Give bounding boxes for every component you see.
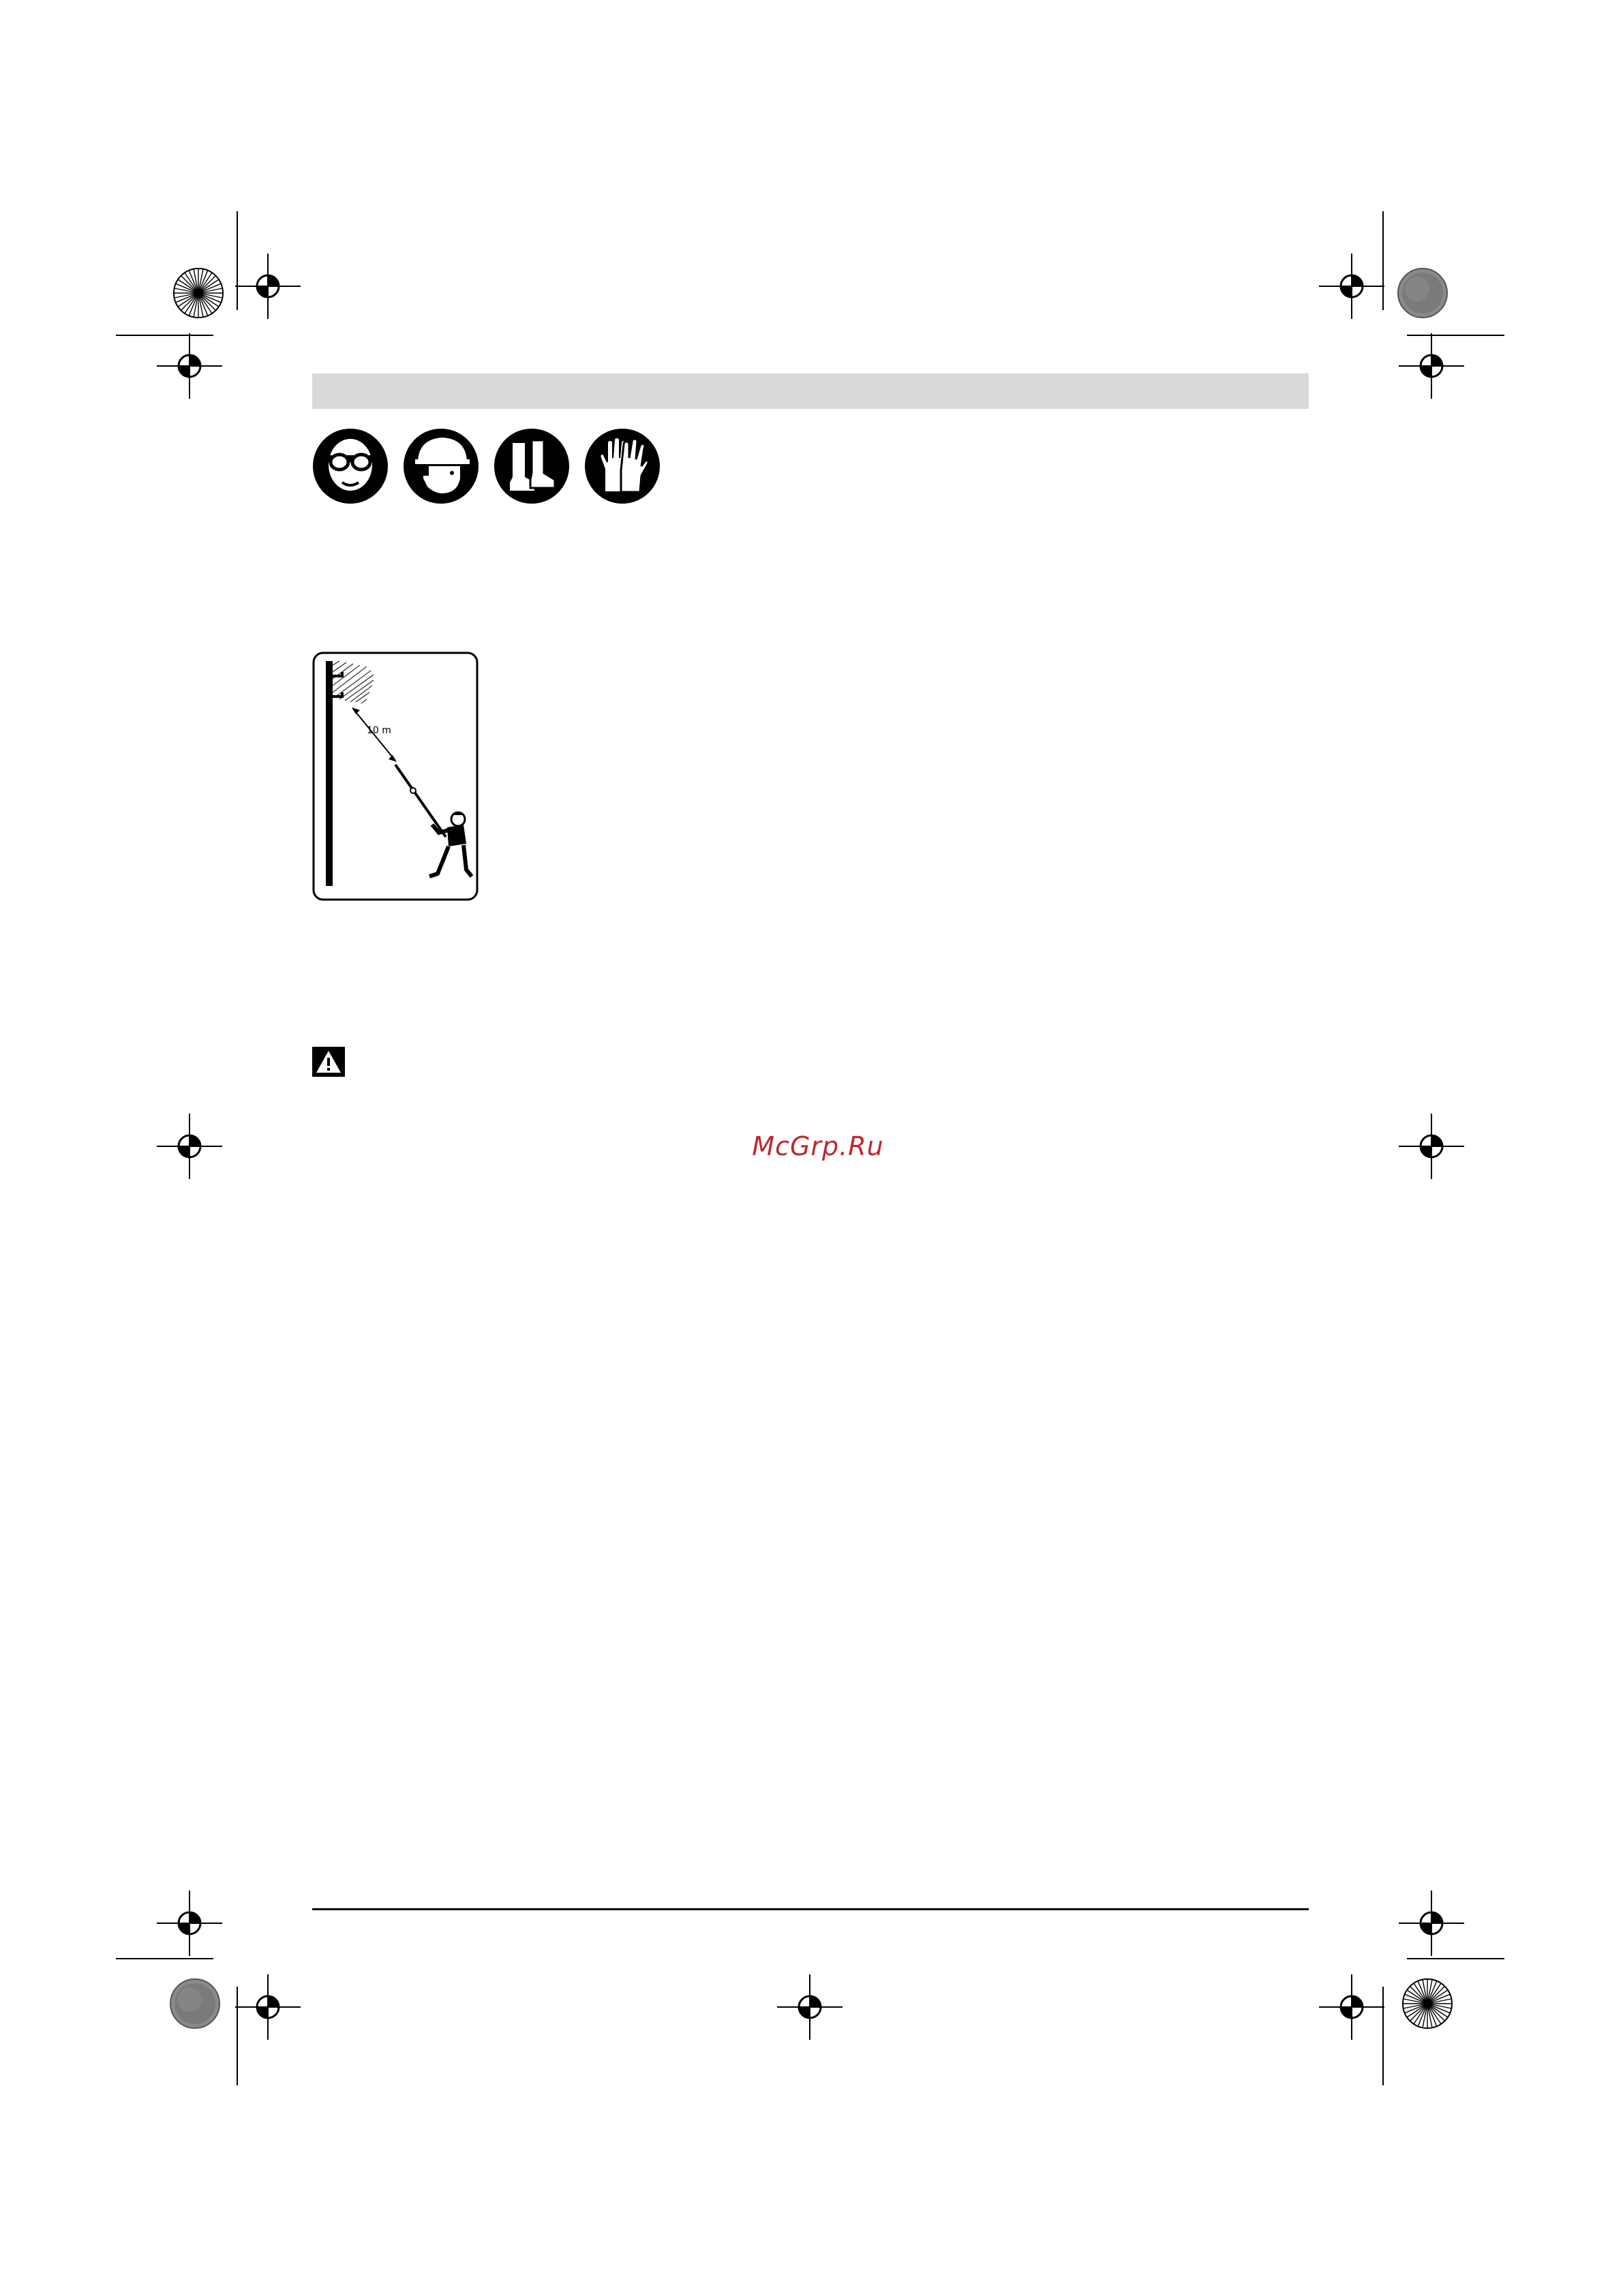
registration-crosshair [1399,1891,1464,1956]
watermark: McGrp.Ru [752,1131,884,1161]
registration-crosshair [1399,333,1464,399]
registration-crosshair [157,1114,222,1179]
ppe-icon-row [312,428,667,504]
registration-crosshair [777,1974,843,2040]
registration-crosshair [157,333,222,399]
registration-crosshair [157,1891,222,1956]
protective-gloves-icon [584,428,661,504]
safety-boots-icon [494,428,570,504]
warning-icon [312,1047,345,1077]
safety-goggles-icon [312,428,389,504]
color-bar-starburst [174,269,223,318]
color-bar-starburst [1403,1979,1452,2028]
color-bar-gray-disc [1398,269,1447,318]
color-bar-gray-disc [170,1979,219,2028]
registration-crosshair [1399,1114,1464,1179]
registration-crosshair [235,254,301,319]
hard-hat-icon [403,428,479,504]
distance-label: 10 m [367,725,391,736]
registration-crosshair [1319,1974,1384,2040]
registration-crosshair [235,1974,301,2040]
safety-distance-figure [312,652,479,901]
footer-rule [312,1908,1309,1910]
registration-crosshair [1319,254,1384,319]
section-header-bar [312,373,1309,409]
